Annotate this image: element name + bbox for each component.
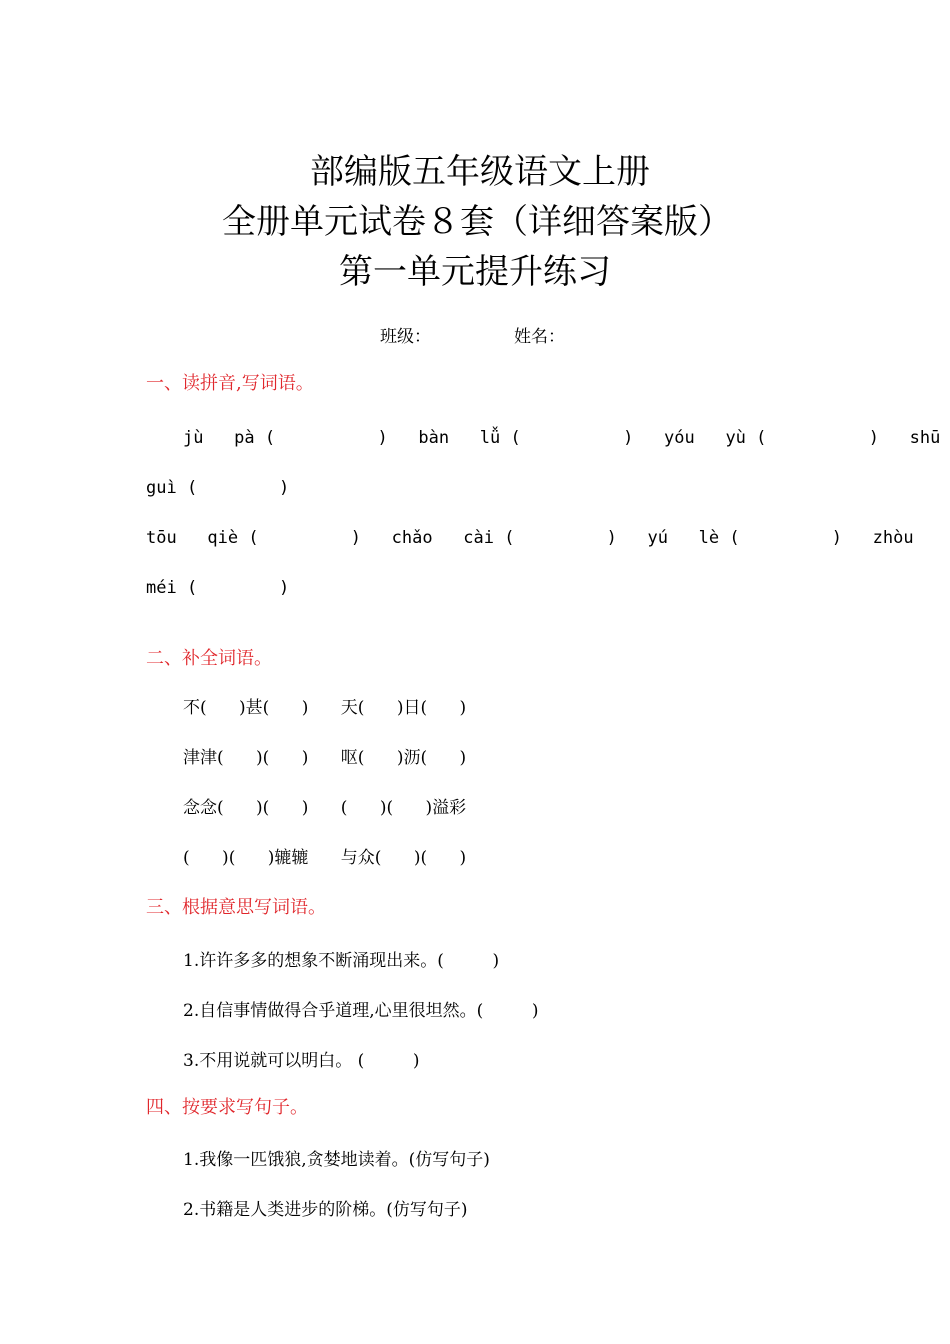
pinyin-line: jù pà ( ) bàn lǚ ( ) yóu yù ( ) shū xyxy=(183,428,941,448)
document-title-line-2: 全册单元试卷８套（详细答案版） xyxy=(222,202,732,242)
fill-word-line: 不( )甚( ) 天( )日( ) xyxy=(183,698,467,718)
document-title-line-3: 第一单元提升练习 xyxy=(339,252,611,292)
fill-word-line: 津津( )( ) 呕( )沥( ) xyxy=(183,748,467,768)
document-title-line-1: 部编版五年级语文上册 xyxy=(310,152,650,192)
pinyin-line: guì ( ) xyxy=(146,478,290,498)
question-line: 2.书籍是人类进步的阶梯。(仿写句子) xyxy=(183,1200,468,1220)
section-1-heading: 一、读拼音,写词语。 xyxy=(146,373,314,394)
section-4-heading: 四、按要求写句子。 xyxy=(146,1097,308,1118)
section-2-heading: 二、补全词语。 xyxy=(146,648,272,669)
question-line: 3.不用说就可以明白。 ( ) xyxy=(183,1051,420,1071)
pinyin-line: méi ( ) xyxy=(146,578,290,598)
question-line: 2.自信事情做得合乎道理,心里很坦然。( ) xyxy=(183,1001,539,1021)
name-label: 姓名： xyxy=(514,327,565,347)
pinyin-line: tōu qiè ( ) chǎo cài ( ) yú lè ( ) zhòu xyxy=(146,528,914,548)
section-3-heading: 三、根据意思写词语。 xyxy=(146,897,326,918)
fill-word-line: ( )( )辘辘 与众( )( ) xyxy=(183,848,467,868)
question-line: 1.我像一匹饿狼,贪婪地读着。(仿写句子) xyxy=(183,1150,490,1170)
question-line: 1.许许多多的想象不断涌现出来。( ) xyxy=(183,951,500,971)
class-label: 班级： xyxy=(380,327,431,347)
fill-word-line: 念念( )( ) ( )( )溢彩 xyxy=(183,798,467,818)
